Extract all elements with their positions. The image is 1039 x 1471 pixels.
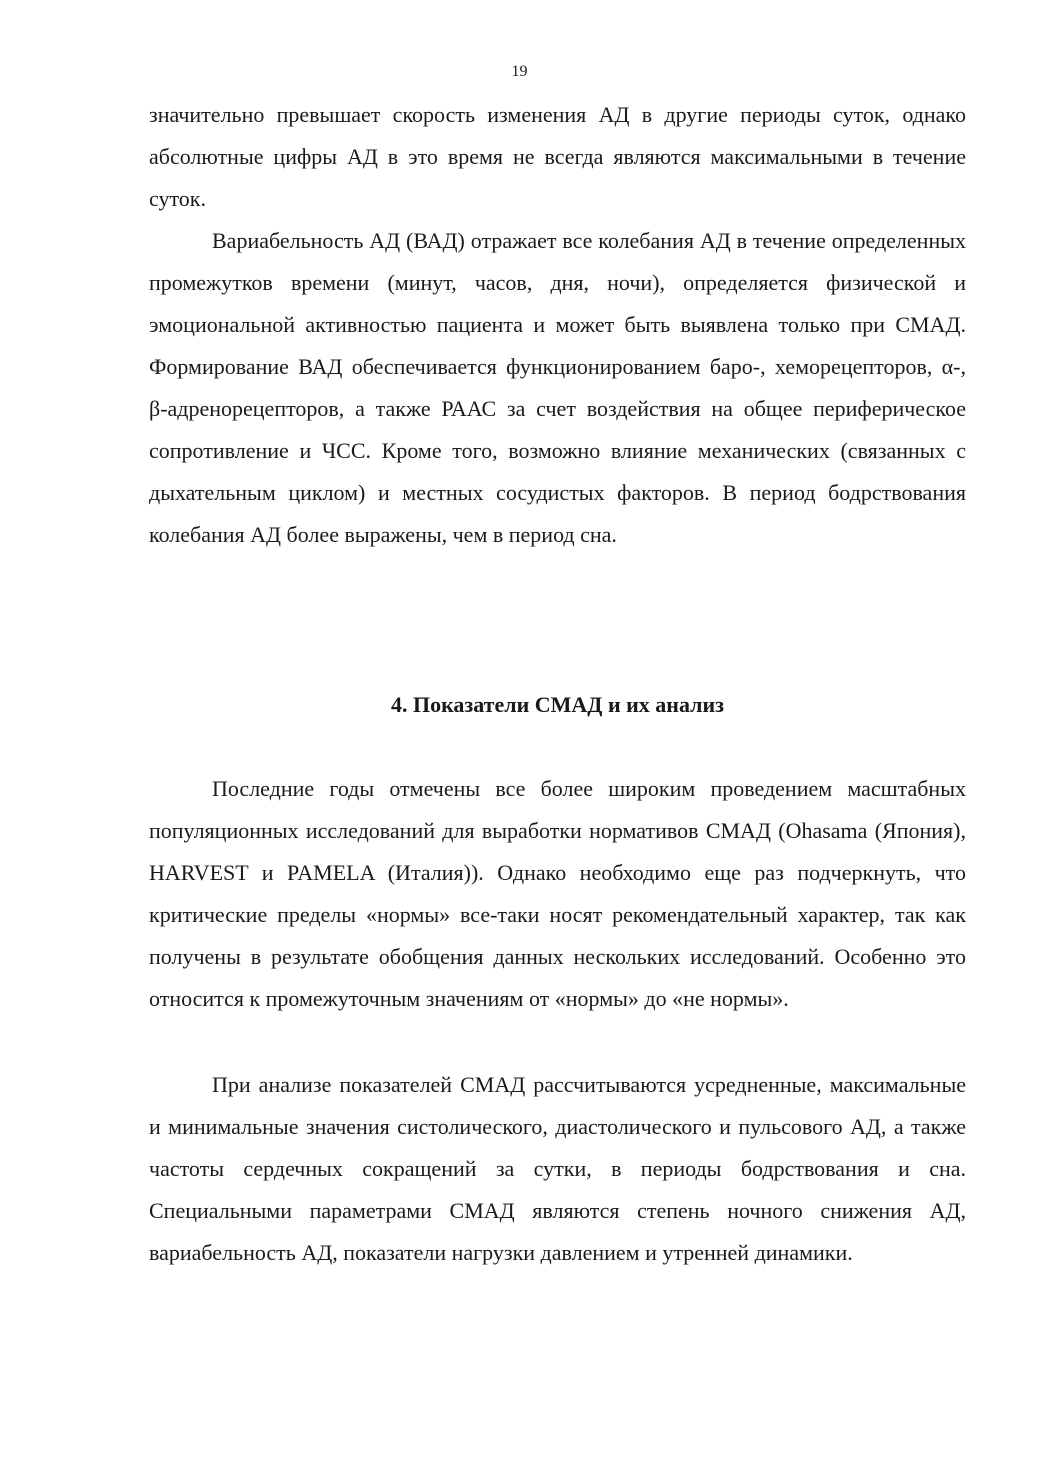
paragraph-continuation: значительно превышает скорость изменения АД в другие периоды суток, однако абсолютные цифры АД в это время не всегда являются максимальными в течение суток. [149,102,966,211]
paragraph-analysis-parameters: При анализе показателей СМАД рассчитываются усредненные, максимальные и минимальные значения систолического, диастолического и пульсового АД, а также частоты сердечных сокращений за сутки, в периоды бодрствования и сна. Специальными параметрами СМАД являются степень ночного снижения АД, вариабельность АД, показатели нагрузки давлением и утренней динамики. [149,1072,966,1265]
paragraph-variability: Вариабельность АД (ВАД) отражает все колебания АД в течение определенных промежутков времени (минут, часов, дня, ночи), определяется физической и эмоциональной активностью пациента и может быть выявлена только при СМАД. Формирование ВАД обеспечивается функционированием баро-, хеморецепторов, α-, β-адренорецепторов, а также РААС за счет воздействия на общее периферическое сопротивление и ЧСС. Кроме того, возможно влияние механических (связанных с дыхательным циклом) и местных сосудистых факторов. В период бодрствования колебания АД более выражены, чем в период сна. [149,228,966,547]
paragraph-population-studies: Последние годы отмечены все более широким проведением масштабных популяционных исследований для выработки нормативов СМАД (Ohasama (Япония), HARVEST и PAMELA (Италия)). Однако необходимо еще раз подчеркнуть, что критические пределы «нормы» все-таки носят рекомендательный характер, так как получены в результате обобщения данных нескольких исследований. Особенно это относится к промежуточным значениям от «нормы» до «не нормы». [149,776,966,1011]
section-heading: 4. Показатели СМАД и их анализ [390,692,725,717]
page-number: 19 [511,63,528,80]
